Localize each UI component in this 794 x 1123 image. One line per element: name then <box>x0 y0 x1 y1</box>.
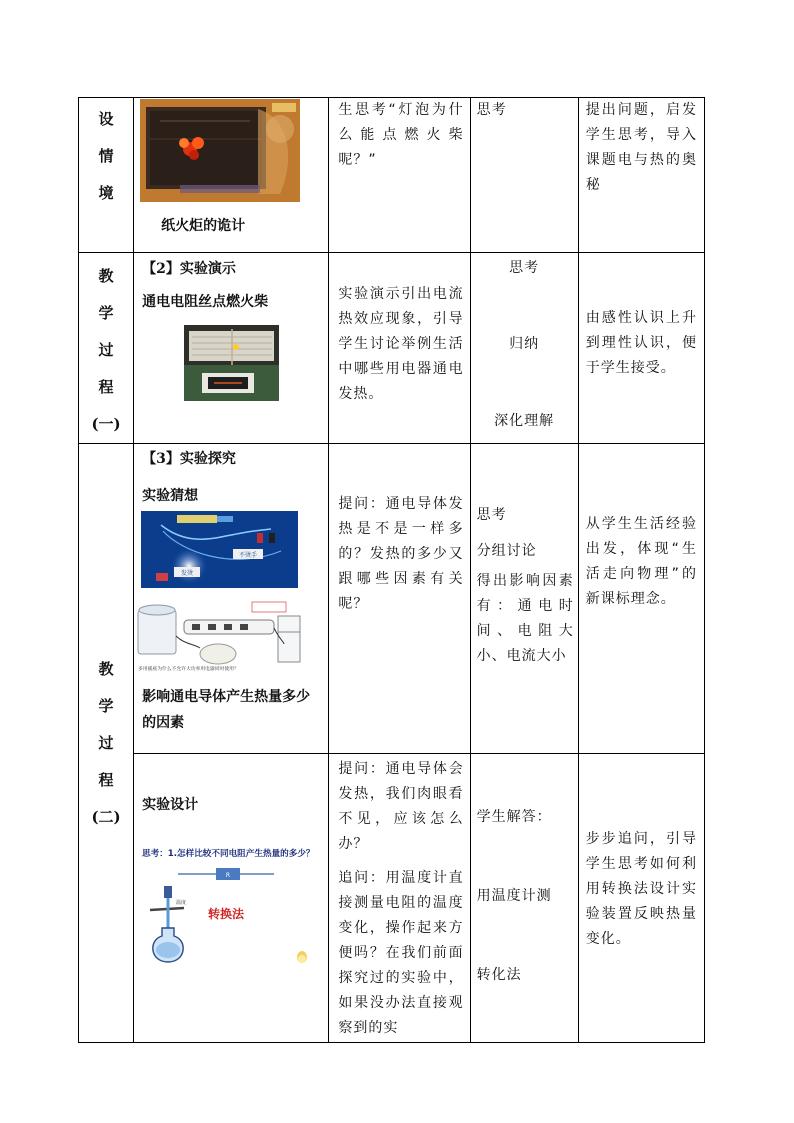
section-heading: 【3】实验探究 <box>142 451 236 467</box>
stage-char: 设 <box>98 110 114 128</box>
design-intent: 步步追问，引导学生思考如何利用转换法设计实验装置反映热量变化。 <box>585 831 697 947</box>
stage-char: 情 <box>98 147 114 165</box>
socket-caption: 多用插座为什么不允许大功率用电器同时使用？ <box>138 667 239 672</box>
student-activity-cell <box>470 253 578 444</box>
stage-char: 过 <box>98 341 114 359</box>
hot-label: 发烫 <box>181 570 194 577</box>
stage-cell <box>79 444 134 1043</box>
section-subheading: 实验猜想 <box>142 488 199 504</box>
student-step: 思考 <box>509 260 540 276</box>
thermometer-label: 温度 <box>176 900 187 906</box>
teacher-activity: 实验演示引出电流热效应现象，引导学生讨论举例生活中哪些用电器通电发热。 <box>338 286 464 402</box>
teacher-activity: 生思考“灯泡为什么能点燃火柴呢？” <box>338 102 464 168</box>
content-cell <box>134 98 329 253</box>
wire-match-scene <box>184 325 279 401</box>
student-step: 学生解答： <box>476 809 552 825</box>
table-row <box>79 98 705 253</box>
stage-char: 学 <box>98 304 114 322</box>
student-step: 思考 <box>476 507 507 523</box>
student-activity: 思考 <box>476 102 507 118</box>
teacher-followup: 追问：用温度计直接测量电阻的温度变化，操作起来方便吗？在我们前面探究过的实验中，如果没办法直接观察到的实 <box>338 870 464 1036</box>
student-step: 归纳 <box>509 336 540 352</box>
conversion-method-label: 转换法 <box>208 907 245 921</box>
student-step: 深化理解 <box>494 413 555 429</box>
design-question: 思考：1.怎样比较不同电阻产生热量的多少？ <box>142 849 315 859</box>
teacher-activity-cell <box>329 754 470 1043</box>
stage-char: (一) <box>91 415 121 433</box>
power-strip-scene <box>134 600 306 676</box>
stage-char: (二) <box>91 807 121 826</box>
circuit-scene <box>141 511 298 588</box>
teacher-activity: 提问：通电导体发热是不是一样多的？发热的多少又跟哪些因素有关呢？ <box>338 496 464 612</box>
content-cell <box>134 444 329 754</box>
stage-char: 程 <box>98 770 114 789</box>
student-activity-cell <box>470 444 578 754</box>
stage-char: 教 <box>98 659 114 678</box>
stage-char: 程 <box>98 378 114 396</box>
design-intent-cell <box>578 444 704 754</box>
experiment-design-image <box>142 846 320 964</box>
design-intent: 由感性认识上升到理性认识，便于学生接受。 <box>585 310 697 376</box>
stage-char: 学 <box>98 696 114 715</box>
resistor-label: R <box>225 872 231 879</box>
student-step: 分组讨论 <box>476 543 537 559</box>
section-subheading: 实验设计 <box>142 797 199 813</box>
student-activity-cell <box>470 98 578 253</box>
student-activity-cell <box>470 754 578 1043</box>
table-row <box>79 754 705 1043</box>
factors-conclusion: 影响通电导体产生热量多少的因素 <box>142 689 311 731</box>
stage-char: 教 <box>98 267 114 285</box>
design-intent: 从学生生活经验出发，体现“生活走向物理”的新课标理念。 <box>585 516 697 607</box>
torch-caption: 纸火炬的诡计 <box>161 218 246 234</box>
stage-cell <box>79 98 134 253</box>
stage-char: 境 <box>98 184 114 202</box>
table-row <box>79 253 705 444</box>
circuit-image <box>141 511 298 588</box>
student-step: 得出影响因素有：通电时间、电阻大小、电流大小 <box>476 573 574 664</box>
lesson-plan-table <box>78 97 705 1043</box>
not-hot-label: 不烫手 <box>239 552 258 559</box>
experiment-design-scene <box>142 846 320 964</box>
torch-video-image <box>140 99 300 202</box>
student-step: 用温度计测 <box>476 888 552 904</box>
design-intent: 提出问题，启发学生思考，导入课题电与热的奥秘 <box>585 102 697 193</box>
design-intent-cell <box>578 754 704 1043</box>
wire-match-photo <box>184 325 279 401</box>
design-intent-cell <box>578 98 704 253</box>
section-subheading: 通电电阻丝点燃火柴 <box>142 294 269 310</box>
teacher-question: 提问：通电导体会发热，我们肉眼看不见，应该怎么办？ <box>338 761 464 852</box>
student-step: 转化法 <box>476 967 522 983</box>
content-cell <box>134 253 329 444</box>
torch-video-scene <box>140 99 300 202</box>
power-strip-image <box>134 600 306 676</box>
content-cell <box>134 754 329 1043</box>
section-heading: 【2】实验演示 <box>142 261 236 277</box>
stage-char: 过 <box>98 733 114 752</box>
teacher-activity-cell <box>329 253 470 444</box>
stage-cell <box>79 253 134 444</box>
teacher-activity-cell <box>329 98 470 253</box>
table-row <box>79 444 705 754</box>
teacher-activity-cell <box>329 444 470 754</box>
design-intent-cell <box>578 253 704 444</box>
